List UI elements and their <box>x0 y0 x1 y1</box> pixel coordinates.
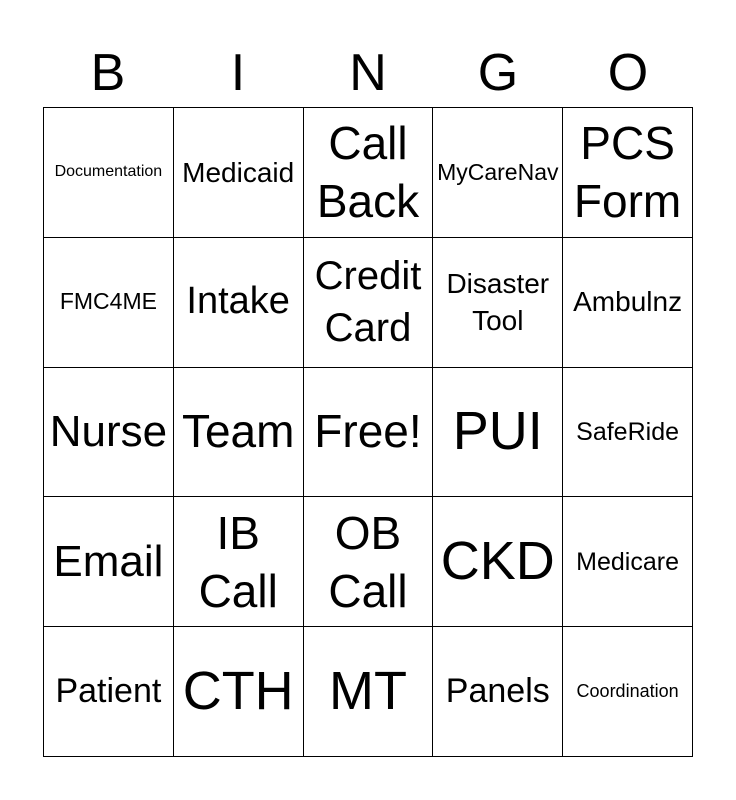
header-letter-b: B <box>90 44 126 102</box>
bingo-cell[interactable] <box>433 627 563 757</box>
bingo-cell[interactable] <box>44 368 174 498</box>
cell-label: Medicare <box>576 547 679 576</box>
bingo-cell[interactable] <box>44 497 174 627</box>
header-letter-i: I <box>230 44 246 102</box>
bingo-card-grid <box>43 107 693 757</box>
bingo-cell[interactable] <box>304 497 434 627</box>
cell-label: Intake <box>186 280 290 323</box>
header-letter-o: O <box>607 44 649 102</box>
cell-label: Panels <box>445 672 550 711</box>
bingo-cell[interactable] <box>563 627 693 757</box>
bingo-cell[interactable] <box>433 238 563 368</box>
cell-label: CTH <box>182 660 294 721</box>
bingo-cell[interactable] <box>174 238 304 368</box>
cell-label: Disaster Tool <box>446 268 550 337</box>
bingo-cell[interactable] <box>563 497 693 627</box>
bingo-cell[interactable] <box>563 108 693 238</box>
bingo-cell[interactable] <box>304 108 434 238</box>
cell-label: IB Call <box>198 506 278 617</box>
bingo-cell[interactable] <box>433 497 563 627</box>
cell-label: MyCareNav <box>437 158 559 185</box>
cell-label: Medicaid <box>182 156 295 188</box>
cell-label: Call Back <box>316 117 420 228</box>
cell-label: Nurse <box>49 407 168 457</box>
bingo-cell[interactable] <box>44 108 174 238</box>
cell-label: Ambulnz <box>573 286 683 318</box>
cell-label: Team <box>181 405 295 458</box>
bingo-cell[interactable] <box>174 368 304 498</box>
free-space-label: Free! <box>314 405 422 458</box>
bingo-cell[interactable] <box>174 497 304 627</box>
header-letter-n: N <box>349 44 387 102</box>
cell-label: FMC4ME <box>59 288 157 315</box>
bingo-cell[interactable] <box>433 108 563 238</box>
bingo-cell[interactable] <box>44 238 174 368</box>
bingo-cell free-space[interactable] <box>304 368 434 498</box>
cell-label: Patient <box>55 672 162 711</box>
cell-label: Email <box>53 537 164 587</box>
bingo-cell[interactable] <box>174 627 304 757</box>
cell-label: CKD <box>440 531 555 592</box>
cell-label: PUI <box>452 401 543 462</box>
bingo-cell[interactable] <box>563 238 693 368</box>
cell-label: Documentation <box>54 163 163 181</box>
bingo-cell[interactable] <box>174 108 304 238</box>
bingo-cell[interactable] <box>44 627 174 757</box>
bingo-header <box>43 40 693 106</box>
bingo-cell[interactable] <box>304 238 434 368</box>
cell-label: PCS Form <box>573 117 682 228</box>
bingo-cell[interactable] <box>433 368 563 498</box>
cell-label: SafeRide <box>576 417 680 446</box>
bingo-cell[interactable] <box>563 368 693 498</box>
header-letter-g: G <box>477 44 519 102</box>
cell-label: Credit Card <box>314 254 422 351</box>
cell-label: OB Call <box>328 506 408 617</box>
bingo-cell[interactable] <box>304 627 434 757</box>
cell-label: MT <box>329 660 407 721</box>
cell-label: Coordination <box>576 681 679 702</box>
